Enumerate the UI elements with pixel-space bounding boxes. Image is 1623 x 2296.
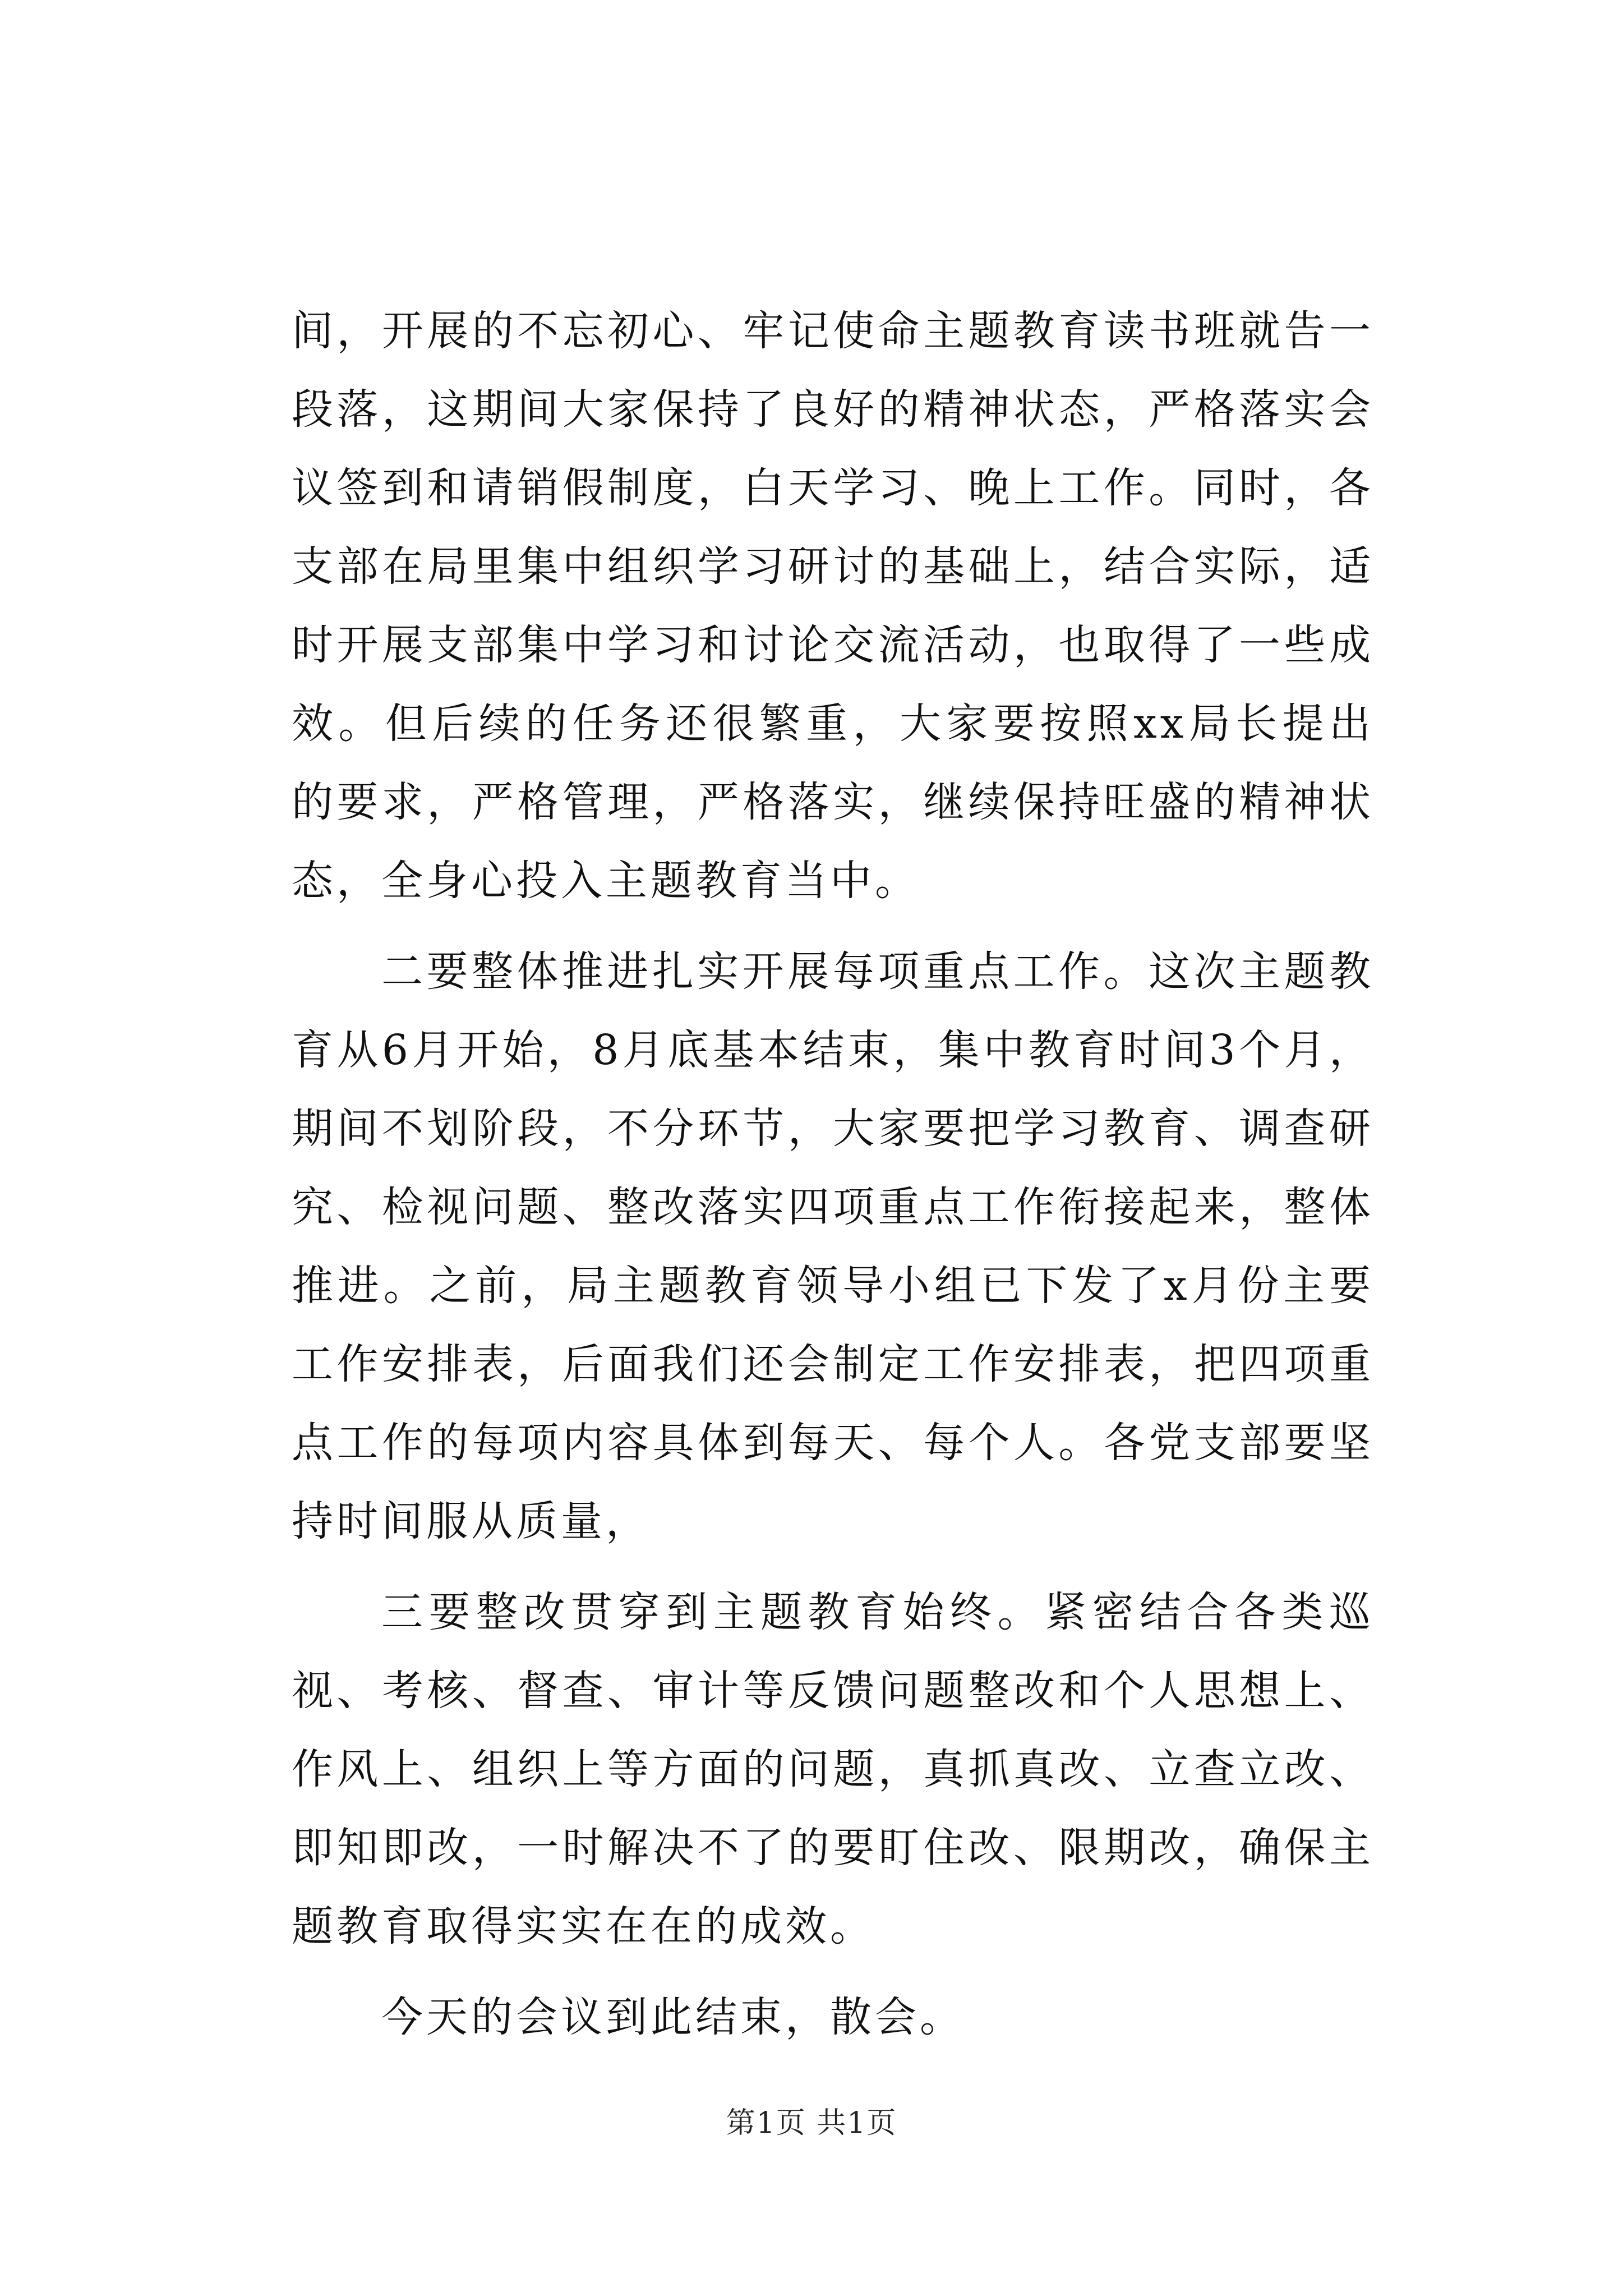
page-number-footer: 第1页 共1页 [726, 2106, 897, 2140]
document-body [292, 292, 1374, 2056]
paragraph-third-point: 三要整改贯穿到主题教育始终。紧密结合各类巡视、考核、督查、审计等反馈问题整改和个人思想上、作风上、组织上等方面的问题，真抓真改、立查立改、即知即改，一时解决不了的要盯住改、限期改，确保主题教育取得实实在在的成效。 [292, 1588, 1374, 1950]
paragraph-continuation: 间，开展的不忘初心、牢记使命主题教育读书班就告一段落，这期间大家保持了良好的精神状态，严格落实会议签到和请销假制度，白天学习、晚上工作。同时，各支部在局里集中组织学习研讨的基础上，结合实际，适时开展支部集中学习和讨论交流活动，也取得了一些成效。但后续的任务还很繁重，大家要按照xx局长提出的要求，严格管理，严格落实，继续保持旺盛的精神状态，全身心投入主题教育当中。 [292, 307, 1374, 905]
paragraph-second-point: 二要整体推进扎实开展每项重点工作。这次主题教育从6月开始，8月底基本结束，集中教育时间3个月，期间不划阶段，不分环节，大家要把学习教育、调查研究、检视问题、整改落实四项重点工作衔接起来，整体推进。之前，局主题教育领导小组已下发了x月份主要工作安排表，后面我们还会制定工作安排表，把四项重点工作的每项内容具体到每天、每个人。各党支部要坚持时间服从质量， [292, 947, 1374, 1545]
paragraph-closing: 今天的会议到此结束，散会。 [381, 1993, 965, 2041]
